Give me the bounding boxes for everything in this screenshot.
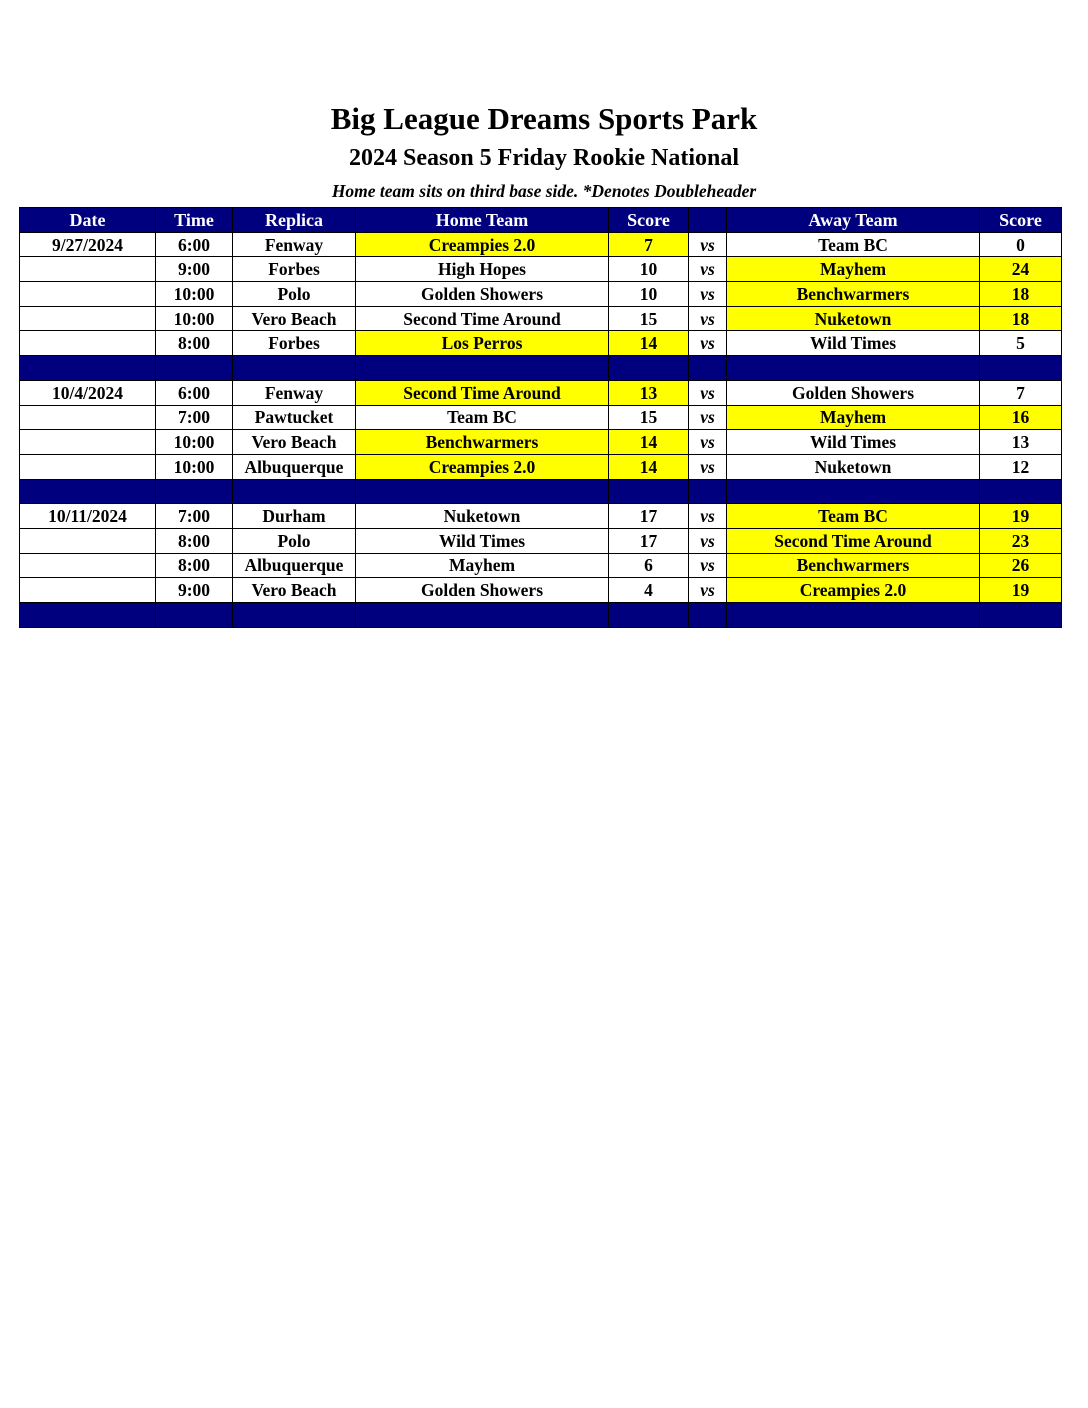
vs-cell: vs [689, 430, 727, 455]
home-score-cell: 4 [609, 578, 689, 603]
separator-cell [689, 479, 727, 504]
away-score-cell: 18 [980, 306, 1062, 331]
separator-cell [356, 479, 609, 504]
separator-cell [233, 479, 356, 504]
date-cell: 10/11/2024 [20, 504, 156, 529]
away-team-cell: Team BC [727, 504, 980, 529]
separator-cell [727, 356, 980, 381]
away-score-cell: 23 [980, 528, 1062, 553]
date-cell [20, 405, 156, 430]
away-score-cell: 19 [980, 578, 1062, 603]
col-date-header: Date [20, 208, 156, 233]
home-score-cell: 7 [609, 232, 689, 257]
away-team-cell: Team BC [727, 232, 980, 257]
away-team-cell: Wild Times [727, 331, 980, 356]
time-cell: 7:00 [156, 405, 233, 430]
home-score-cell: 15 [609, 306, 689, 331]
home-team-cell: Los Perros [356, 331, 609, 356]
time-cell: 7:00 [156, 504, 233, 529]
away-score-cell: 12 [980, 454, 1062, 479]
replica-cell: Vero Beach [233, 578, 356, 603]
separator-cell [233, 356, 356, 381]
replica-cell: Polo [233, 528, 356, 553]
vs-cell: vs [689, 257, 727, 282]
time-cell: 8:00 [156, 528, 233, 553]
home-team-cell: Creampies 2.0 [356, 454, 609, 479]
separator-cell [20, 603, 156, 628]
replica-cell: Polo [233, 282, 356, 307]
away-score-cell: 26 [980, 553, 1062, 578]
vs-cell: vs [689, 331, 727, 356]
game-row [20, 430, 1062, 455]
schedule-note: Home team sits on third base side. *Denotes Doubleheader [331, 181, 757, 201]
home-score-cell: 17 [609, 528, 689, 553]
date-cell [20, 257, 156, 282]
vs-cell: vs [689, 454, 727, 479]
separator-cell [356, 356, 609, 381]
col-replica-header: Replica [233, 208, 356, 233]
away-team-cell: Wild Times [727, 430, 980, 455]
date-cell [20, 578, 156, 603]
schedule-table [19, 207, 1062, 628]
separator-cell [727, 479, 980, 504]
date-cell [20, 282, 156, 307]
away-score-cell: 13 [980, 430, 1062, 455]
home-team-cell: Second Time Around [356, 306, 609, 331]
replica-cell: Fenway [233, 232, 356, 257]
page-title: Big League Dreams Sports Park [330, 101, 758, 136]
away-team-cell: Creampies 2.0 [727, 578, 980, 603]
home-score-cell: 10 [609, 282, 689, 307]
separator-row [20, 603, 1062, 628]
away-score-cell: 16 [980, 405, 1062, 430]
game-row [20, 306, 1062, 331]
time-cell: 10:00 [156, 282, 233, 307]
game-row [20, 232, 1062, 257]
game-row [20, 504, 1062, 529]
separator-cell [689, 356, 727, 381]
time-cell: 10:00 [156, 430, 233, 455]
separator-cell [980, 479, 1062, 504]
home-score-cell: 10 [609, 257, 689, 282]
separator-cell [980, 603, 1062, 628]
separator-cell [689, 603, 727, 628]
home-score-cell: 13 [609, 380, 689, 405]
header-row [20, 208, 1062, 233]
date-cell [20, 306, 156, 331]
col-away-score-header: Score [980, 208, 1062, 233]
home-score-cell: 14 [609, 331, 689, 356]
replica-cell: Durham [233, 504, 356, 529]
home-team-cell: Creampies 2.0 [356, 232, 609, 257]
replica-cell: Pawtucket [233, 405, 356, 430]
separator-cell [156, 356, 233, 381]
home-team-cell: Mayhem [356, 553, 609, 578]
time-cell: 10:00 [156, 454, 233, 479]
time-cell: 6:00 [156, 232, 233, 257]
vs-cell: vs [689, 504, 727, 529]
separator-cell [727, 603, 980, 628]
away-score-cell: 18 [980, 282, 1062, 307]
separator-cell [20, 479, 156, 504]
home-team-cell: Golden Showers [356, 578, 609, 603]
date-cell [20, 331, 156, 356]
home-team-cell: Golden Showers [356, 282, 609, 307]
game-row [20, 380, 1062, 405]
time-cell: 9:00 [156, 257, 233, 282]
away-team-cell: Mayhem [727, 405, 980, 430]
away-score-cell: 5 [980, 331, 1062, 356]
col-home-score-header: Score [609, 208, 689, 233]
separator-cell [980, 356, 1062, 381]
col-home-team-header: Home Team [356, 208, 609, 233]
date-cell [20, 553, 156, 578]
replica-cell: Forbes [233, 331, 356, 356]
game-row [20, 282, 1062, 307]
vs-cell: vs [689, 405, 727, 430]
home-team-cell: Team BC [356, 405, 609, 430]
date-cell [20, 454, 156, 479]
time-cell: 6:00 [156, 380, 233, 405]
separator-cell [156, 603, 233, 628]
away-team-cell: Second Time Around [727, 528, 980, 553]
separator-cell [20, 356, 156, 381]
separator-row [20, 356, 1062, 381]
replica-cell: Albuquerque [233, 553, 356, 578]
time-cell: 10:00 [156, 306, 233, 331]
home-team-cell: Benchwarmers [356, 430, 609, 455]
away-team-cell: Golden Showers [727, 380, 980, 405]
game-row [20, 553, 1062, 578]
time-cell: 9:00 [156, 578, 233, 603]
col-vs-header [689, 208, 727, 233]
vs-cell: vs [689, 282, 727, 307]
replica-cell: Vero Beach [233, 306, 356, 331]
vs-cell: vs [689, 232, 727, 257]
separator-cell [609, 356, 689, 381]
game-row [20, 578, 1062, 603]
away-score-cell: 24 [980, 257, 1062, 282]
separator-cell [609, 479, 689, 504]
date-cell [20, 430, 156, 455]
game-row [20, 454, 1062, 479]
home-team-cell: Wild Times [356, 528, 609, 553]
away-team-cell: Nuketown [727, 306, 980, 331]
vs-cell: vs [689, 553, 727, 578]
away-score-cell: 0 [980, 232, 1062, 257]
date-cell: 10/4/2024 [20, 380, 156, 405]
vs-cell: vs [689, 380, 727, 405]
away-score-cell: 7 [980, 380, 1062, 405]
home-team-cell: Second Time Around [356, 380, 609, 405]
game-row [20, 257, 1062, 282]
away-team-cell: Benchwarmers [727, 282, 980, 307]
game-row [20, 528, 1062, 553]
away-team-cell: Benchwarmers [727, 553, 980, 578]
separator-cell [356, 603, 609, 628]
replica-cell: Vero Beach [233, 430, 356, 455]
date-cell: 9/27/2024 [20, 232, 156, 257]
home-score-cell: 15 [609, 405, 689, 430]
home-team-cell: High Hopes [356, 257, 609, 282]
game-row [20, 331, 1062, 356]
col-away-team-header: Away Team [727, 208, 980, 233]
replica-cell: Albuquerque [233, 454, 356, 479]
replica-cell: Fenway [233, 380, 356, 405]
separator-cell [609, 603, 689, 628]
separator-cell [156, 479, 233, 504]
separator-cell [233, 603, 356, 628]
home-score-cell: 14 [609, 454, 689, 479]
game-row [20, 405, 1062, 430]
date-cell [20, 528, 156, 553]
page-subtitle: 2024 Season 5 Friday Rookie National [348, 145, 740, 171]
time-cell: 8:00 [156, 331, 233, 356]
home-score-cell: 6 [609, 553, 689, 578]
home-score-cell: 14 [609, 430, 689, 455]
schedule-body [20, 232, 1062, 627]
vs-cell: vs [689, 528, 727, 553]
col-time-header: Time [156, 208, 233, 233]
home-team-cell: Nuketown [356, 504, 609, 529]
replica-cell: Forbes [233, 257, 356, 282]
time-cell: 8:00 [156, 553, 233, 578]
separator-row [20, 479, 1062, 504]
vs-cell: vs [689, 578, 727, 603]
home-score-cell: 17 [609, 504, 689, 529]
away-team-cell: Mayhem [727, 257, 980, 282]
vs-cell: vs [689, 306, 727, 331]
away-score-cell: 19 [980, 504, 1062, 529]
away-team-cell: Nuketown [727, 454, 980, 479]
